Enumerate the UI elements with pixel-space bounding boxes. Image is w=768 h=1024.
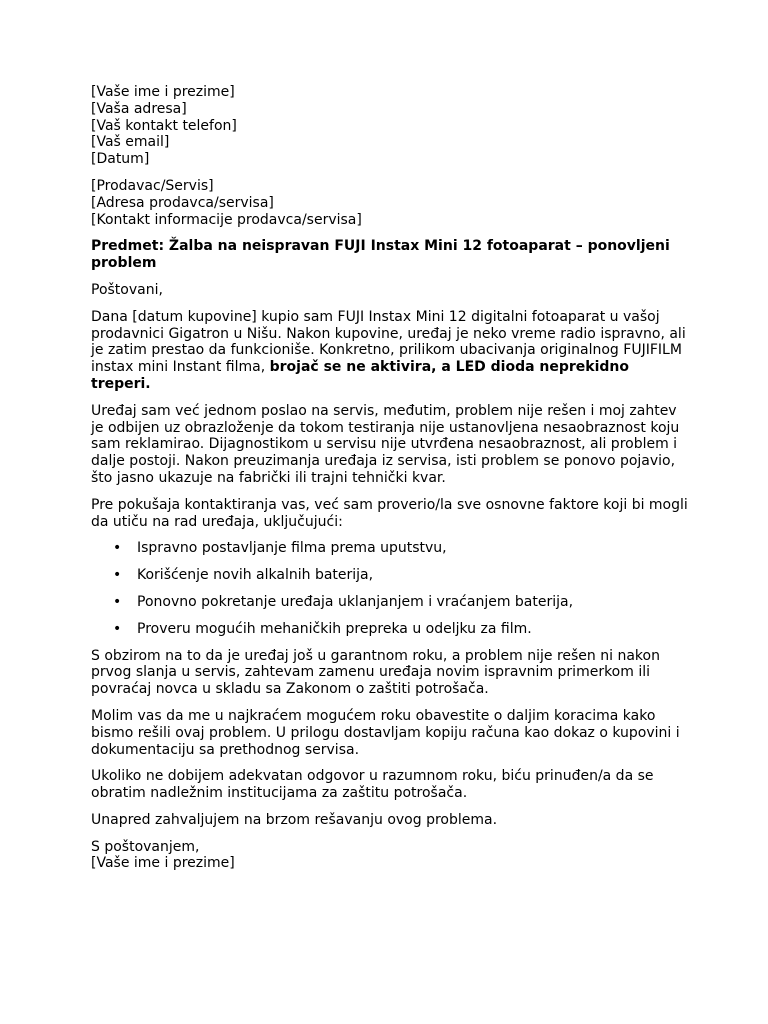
list-item-text: Proveru mogućih mehaničkih prepreka u odeljku za film.: [137, 620, 532, 637]
bullet-icon: •: [113, 593, 122, 610]
recipient-name: [Prodavac/Servis]: [91, 177, 214, 194]
list-item: [113, 620, 691, 638]
recipient-contact: [Kontakt informacije prodavca/servisa]: [91, 211, 362, 228]
recipient-address: [Adresa prodavca/servisa]: [91, 194, 274, 211]
bullet-icon: •: [113, 567, 122, 584]
letter-page: [91, 84, 691, 882]
list-item-text: Ispravno postavljanje filma prema uputstvu,: [137, 540, 447, 557]
list-item: [113, 567, 691, 584]
letter-subject: Predmet: Žalba na neispravan FUJI Instax Mini 12 fotoaparat – ponovljeni problem: [91, 238, 670, 272]
list-item-text: Korišćenje novih alkalnih baterija,: [137, 567, 374, 584]
signature-block: [91, 839, 691, 873]
sender-phone: [Vaš kontakt telefon]: [91, 117, 237, 134]
closing-phrase: S poštovanjem,: [91, 838, 200, 855]
bullet-icon: •: [113, 540, 122, 557]
recipient-block: [91, 178, 691, 228]
sender-address: [Vaša adresa]: [91, 100, 187, 117]
paragraph-thanks: Unapred zahvaljujem na brzom rešavanju ovog problema.: [91, 811, 498, 828]
paragraph-purchase-text: Dana [datum kupovine] kupio sam FUJI Instax Mini 12 digitalni fotoaparat u vašoj prodavnici Gigatron u Nišu. Nakon kupovine, uređaj je neko vreme radio ispravno, ali je zatim prestao da funkcioniše. Konkretno, prilikom ubacivanja originalnog FUJIFILM instax mini Instant filma,: [91, 308, 686, 376]
checks-list: [91, 540, 691, 637]
paragraph-purchase-bold: brojač se ne aktivira, a LED dioda neprekidno treperi.: [91, 359, 630, 392]
letter-date: [Datum]: [91, 151, 150, 168]
paragraph-service-history: Uređaj sam već jednom poslao na servis, međutim, problem nije rešen i moj zahtev je odbijen uz obrazloženje da tokom testiranja nije ustanovljena nesaobraznost koju sam reklamirao. Dijagnostikom u servisu nije utvrđena nesaobraznost, ali problem i dalje postoji. Nakon preuzimanja uređaja iz servisa, isti problem se ponovo pojavio, što jasno ukazuje na fabrički ili trajni tehnički kvar.: [91, 402, 680, 486]
paragraph-checks-intro: Pre pokušaja kontaktiranja vas, već sam proverio/la sve osnovne faktore koji bi mogli da utiču na rad uređaja, uključujući:: [91, 496, 688, 530]
letter-greeting: Poštovani,: [91, 281, 163, 298]
signature-name: [Vaše ime i prezime]: [91, 855, 235, 872]
paragraph-request: S obzirom na to da je uređaj još u garantnom roku, a problem nije rešen ni nakon prvog slanja u servis, zahtevam zamenu uređaja novim ispravnim primerkom ili povraćaj novca u skladu sa Zakonom o zaštiti potrošača.: [91, 647, 660, 698]
list-item: [113, 540, 691, 557]
list-item: [113, 593, 691, 611]
sender-name: [Vaše ime i prezime]: [91, 84, 235, 100]
sender-email: [Vaš email]: [91, 134, 170, 151]
paragraph-next-steps: Molim vas da me u najkraćem mogućem roku obavestite o daljim koracima kako bismo rešili ovaj problem. U prilogu dostavljam kopiju računa kao dokaz o kupovini i dokumentaciju sa prethodnog servisa.: [91, 707, 680, 758]
paragraph-escalation: Ukoliko ne dobijem adekvatan odgovor u razumnom roku, biću prinuđen/a da se obratim nadležnim institucijama za zaštitu potrošača.: [91, 768, 654, 802]
sender-block: [91, 84, 691, 168]
list-item-text: Ponovno pokretanje uređaja uklanjanjem i vraćanjem baterija,: [137, 593, 574, 610]
paragraph-purchase-issue: [91, 309, 691, 393]
bullet-icon: •: [113, 620, 122, 637]
